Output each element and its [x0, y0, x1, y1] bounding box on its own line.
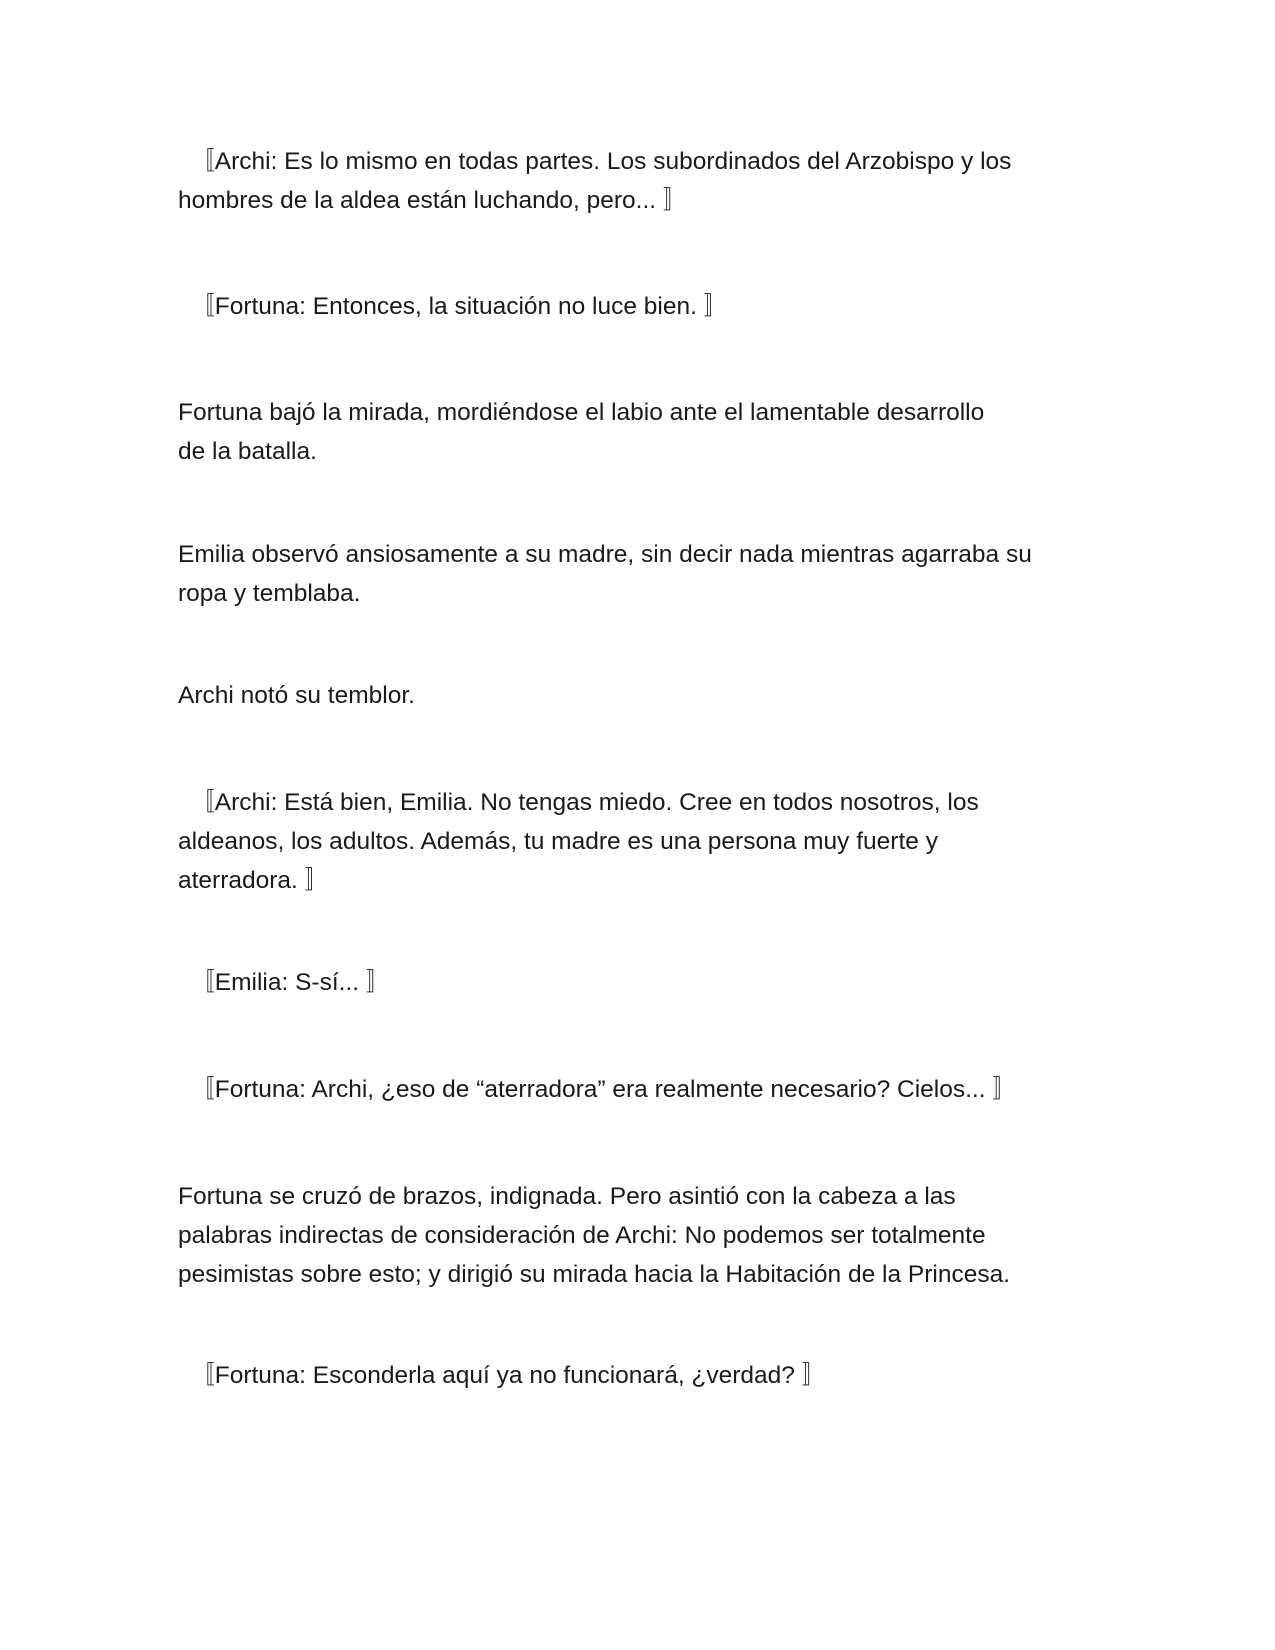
paragraph-fortuna-dialogue-3: [178, 1356, 1118, 1395]
paragraph-narration-2: [178, 535, 1118, 613]
paragraph-emilia-dialogue: [178, 963, 1118, 1002]
paragraph-archi-dialogue-1: [178, 142, 1118, 220]
text-line: de la batalla.: [178, 438, 317, 465]
text-line: Emilia observó ansiosamente a su madre, sin decir nada mientras agarraba su: [178, 541, 1032, 568]
text-line: 〚Fortuna: Archi, ¿eso de “aterradora” era realmente necesario? Cielos... 〛: [178, 1076, 1017, 1103]
text-line: 〚Archi: Es lo mismo en todas partes. Los subordinados del Arzobispo y los: [178, 148, 1012, 175]
text-line: aldeanos, los adultos. Además, tu madre es una persona muy fuerte y: [178, 828, 938, 855]
paragraph-archi-dialogue-2: [178, 783, 1118, 900]
text-line: palabras indirectas de consideración de Archi: No podemos ser totalmente: [178, 1222, 986, 1249]
paragraph-narration-4: [178, 1177, 1118, 1294]
paragraph-narration-1: [178, 393, 1118, 471]
text-line: Fortuna bajó la mirada, mordiéndose el labio ante el lamentable desarrollo: [178, 399, 985, 426]
text-line: ropa y temblaba.: [178, 580, 361, 607]
text-line: 〚Archi: Está bien, Emilia. No tengas miedo. Cree en todos nosotros, los: [178, 789, 979, 816]
text-line: 〚Emilia: S-sí... 〛: [178, 969, 391, 996]
paragraph-fortuna-dialogue-2: [178, 1070, 1118, 1109]
text-line: 〚Fortuna: Esconderla aquí ya no funcionará, ¿verdad? 〛: [178, 1362, 827, 1389]
text-line: 〚Fortuna: Entonces, la situación no luce bien. 〛: [178, 293, 729, 320]
text-line: Archi notó su temblor.: [178, 682, 415, 709]
text-line: aterradora. 〛: [178, 867, 330, 894]
paragraph-narration-3: [178, 676, 1118, 715]
text-line: pesimistas sobre esto; y dirigió su mirada hacia la Habitación de la Princesa.: [178, 1261, 1011, 1288]
text-line: hombres de la aldea están luchando, pero... 〛: [178, 187, 688, 214]
text-line: Fortuna se cruzó de brazos, indignada. Pero asintió con la cabeza a las: [178, 1183, 956, 1210]
paragraph-fortuna-dialogue-1: [178, 287, 1118, 326]
